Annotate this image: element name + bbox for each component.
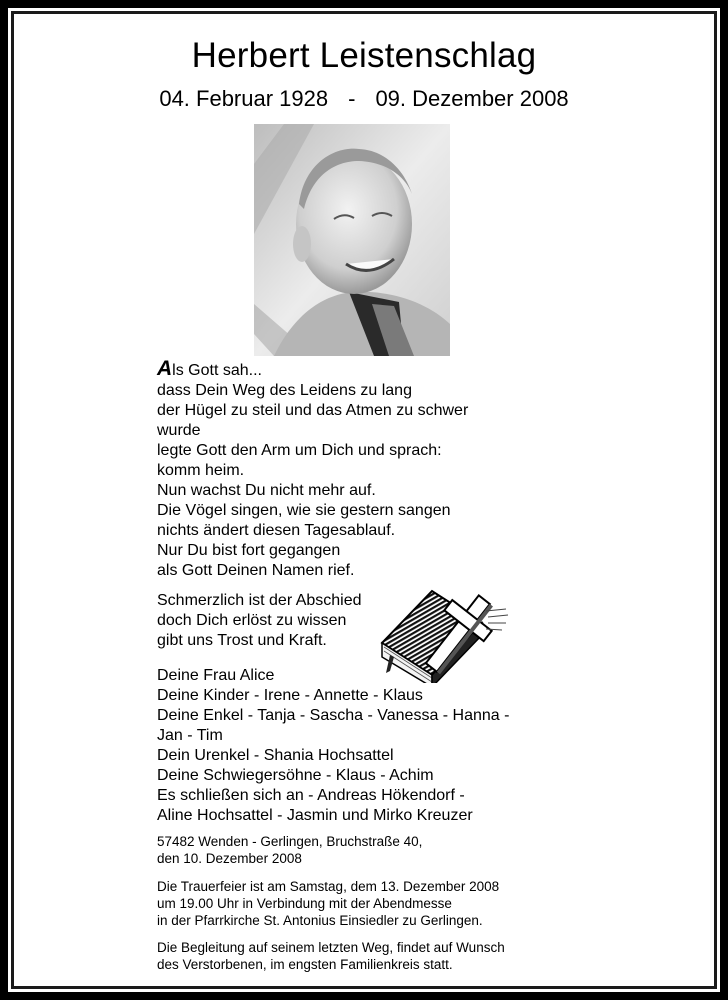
- ceremony-line: um 19.00 Uhr in Verbindung mit der Abendmesse: [157, 896, 452, 911]
- poem-line-6: Nun wachst Du nicht mehr auf.: [157, 482, 376, 499]
- family-list: [157, 666, 509, 826]
- poem-line-3: wurde: [157, 422, 201, 439]
- family-line: Deine Frau Alice: [157, 667, 275, 684]
- birth-date: 04. Februar 1928: [159, 86, 329, 111]
- ceremony-info: [157, 878, 499, 929]
- family-line: Es schließen sich an - Andreas Hökendorf -: [157, 787, 465, 804]
- comfort-line: Schmerzlich ist der Abschied: [157, 592, 362, 609]
- poem-line-2: der Hügel zu steil und das Atmen zu schwer: [157, 402, 469, 419]
- comfort-line: doch Dich erlöst zu wissen: [157, 612, 347, 629]
- poem-line-5: komm heim.: [157, 462, 245, 479]
- burial-note: [157, 939, 505, 973]
- portrait-photo: [254, 124, 450, 356]
- address-block: [157, 833, 422, 867]
- life-dates: [0, 86, 728, 112]
- poem-line-8: nichts ändert diesen Tagesablauf.: [157, 522, 396, 539]
- address-date: den 10. Dezember 2008: [157, 851, 302, 866]
- family-line: Aline Hochsattel - Jasmin und Mirko Kreuzer: [157, 807, 473, 824]
- comfort-verse: [157, 591, 362, 651]
- poem-line-9: Nur Du bist fort gegangen: [157, 542, 341, 559]
- poem-line-4: legte Gott den Arm um Dich und sprach:: [157, 442, 442, 459]
- family-line: Deine Enkel - Tanja - Sascha - Vanessa - Hanna -: [157, 707, 510, 724]
- family-line: Deine Schwiegersöhne - Klaus - Achim: [157, 767, 434, 784]
- family-line: Dein Urenkel - Shania Hochsattel: [157, 747, 394, 764]
- address-line: 57482 Wenden - Gerlingen, Bruchstraße 40,: [157, 834, 423, 849]
- poem-line-7: Die Vögel singen, wie sie gestern sangen: [157, 502, 451, 519]
- ceremony-line: Die Trauerfeier ist am Samstag, dem 13. Dezember 2008: [157, 879, 500, 894]
- family-line: Jan - Tim: [157, 727, 223, 744]
- date-separator: -: [348, 86, 356, 111]
- poem-line-1: dass Dein Weg des Leidens zu lang: [157, 382, 412, 399]
- death-date: 09. Dezember 2008: [375, 86, 569, 111]
- poem: [157, 359, 468, 581]
- family-line: Deine Kinder - Irene - Annette - Klaus: [157, 687, 423, 704]
- deceased-name: Herbert Leistenschlag: [191, 36, 537, 75]
- note-line: Die Begleitung auf seinem letzten Weg, findet auf Wunsch: [157, 940, 505, 955]
- comfort-line: gibt uns Trost und Kraft.: [157, 632, 327, 649]
- poem-line-0: ls Gott sah...: [172, 362, 262, 379]
- poem-initial: A: [157, 357, 173, 380]
- poem-line-10: als Gott Deinen Namen rief.: [157, 562, 355, 579]
- ceremony-line: in der Pfarrkirche St. Antonius Einsiedler zu Gerlingen.: [157, 913, 483, 928]
- note-line: des Verstorbenen, im engsten Familienkreis statt.: [157, 957, 453, 972]
- portrait-image-icon: [254, 124, 450, 356]
